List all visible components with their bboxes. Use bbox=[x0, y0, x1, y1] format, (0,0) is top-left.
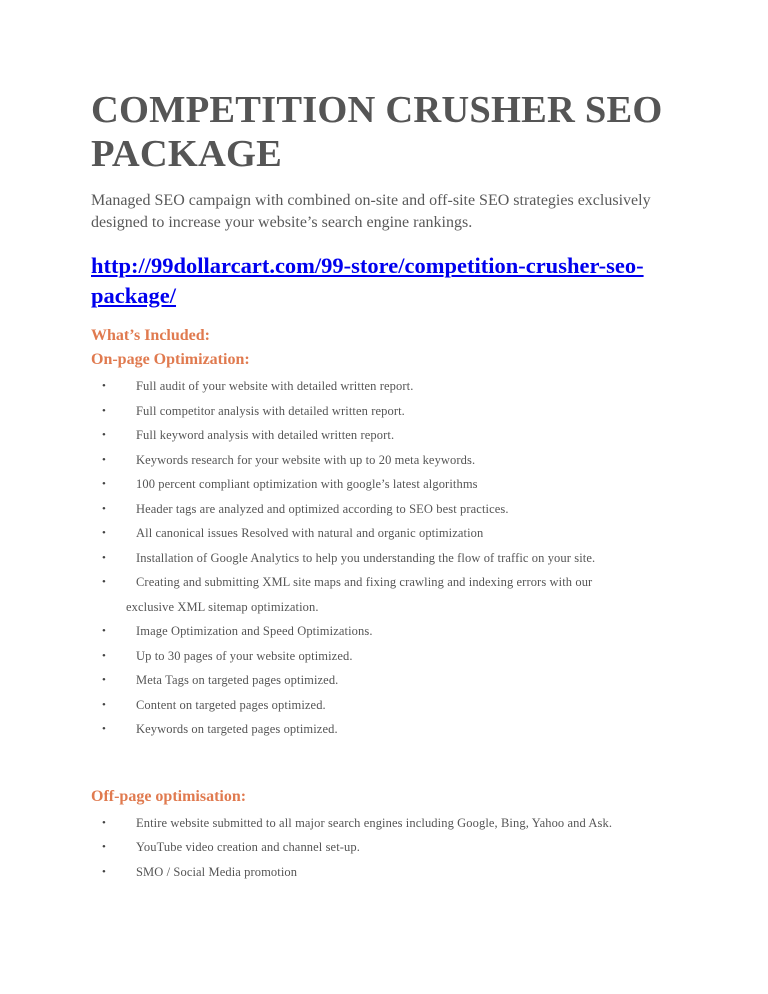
list-item: • SMO / Social Media promotion bbox=[91, 860, 691, 885]
intro-paragraph: Managed SEO campaign with combined on-site and off-site SEO strategies exclusively designed to increase your website’s search engine rankings. bbox=[91, 192, 651, 231]
list-item: • Full keyword analysis with detailed written report. bbox=[91, 423, 691, 448]
list-item: • Full audit of your website with detailed written report. bbox=[91, 374, 691, 399]
list-item: • Full competitor analysis with detailed written report. bbox=[91, 399, 691, 424]
bullet-icon: • bbox=[102, 625, 106, 637]
bullet-icon: • bbox=[102, 502, 106, 515]
bullet-icon: • bbox=[102, 816, 106, 829]
bullet-icon: • bbox=[102, 380, 106, 392]
list-item: • Up to 30 pages of your website optimized. bbox=[91, 644, 691, 669]
bullet-icon: • bbox=[102, 404, 106, 417]
list-item: • All canonical issues Resolved with natural and organic optimization bbox=[91, 521, 691, 546]
package-link[interactable]: http://99dollarcart.com/99-store/competition-crusher-seo-package/ bbox=[91, 253, 644, 308]
bullet-icon: • bbox=[102, 698, 106, 711]
bullet-icon: • bbox=[102, 841, 106, 853]
list-item-continuation: exclusive XML sitemap optimization. bbox=[126, 599, 319, 614]
list-item: • Installation of Google Analytics to help you understanding the flow of traffic on your site. bbox=[91, 546, 691, 571]
bullet-icon: • bbox=[102, 649, 106, 662]
bullet-icon: • bbox=[102, 429, 106, 441]
bullet-icon: • bbox=[102, 723, 106, 735]
list-item: • Creating and submitting XML site maps and fixing crawling and indexing errors with our exclusive XML sitemap optimization. bbox=[91, 570, 691, 619]
bullet-icon: • bbox=[102, 674, 106, 686]
list-item: • Image Optimization and Speed Optimizations. bbox=[91, 619, 691, 644]
list-item: • 100 percent compliant optimization with google’s latest algorithms bbox=[91, 472, 691, 497]
onpage-list bbox=[91, 374, 691, 742]
bullet-icon: • bbox=[102, 865, 106, 878]
list-item: • Meta Tags on targeted pages optimized. bbox=[91, 668, 691, 693]
whats-included-heading: What’s Included: bbox=[91, 327, 210, 344]
offpage-heading: Off-page optimisation: bbox=[91, 787, 247, 805]
bullet-icon: • bbox=[102, 453, 106, 466]
onpage-heading: On-page Optimization: bbox=[91, 351, 250, 368]
list-item: • Keywords research for your website with up to 20 meta keywords. bbox=[91, 448, 691, 473]
page-title: COMPETITION CRUSHER SEO PACKAGE bbox=[91, 89, 663, 175]
bullet-icon: • bbox=[102, 576, 106, 588]
list-item: • Keywords on targeted pages optimized. bbox=[91, 717, 691, 742]
list-item: • Header tags are analyzed and optimized according to SEO best practices. bbox=[91, 497, 691, 522]
bullet-icon: • bbox=[102, 551, 106, 564]
bullet-icon: • bbox=[102, 478, 106, 490]
document-page bbox=[91, 88, 691, 884]
list-item: • YouTube video creation and channel set-up. bbox=[91, 835, 691, 860]
list-item: • Content on targeted pages optimized. bbox=[91, 693, 691, 718]
list-item: • Entire website submitted to all major search engines including Google, Bing, Yahoo and Ask. bbox=[91, 811, 691, 836]
bullet-icon: • bbox=[102, 527, 106, 539]
offpage-list bbox=[91, 811, 691, 885]
